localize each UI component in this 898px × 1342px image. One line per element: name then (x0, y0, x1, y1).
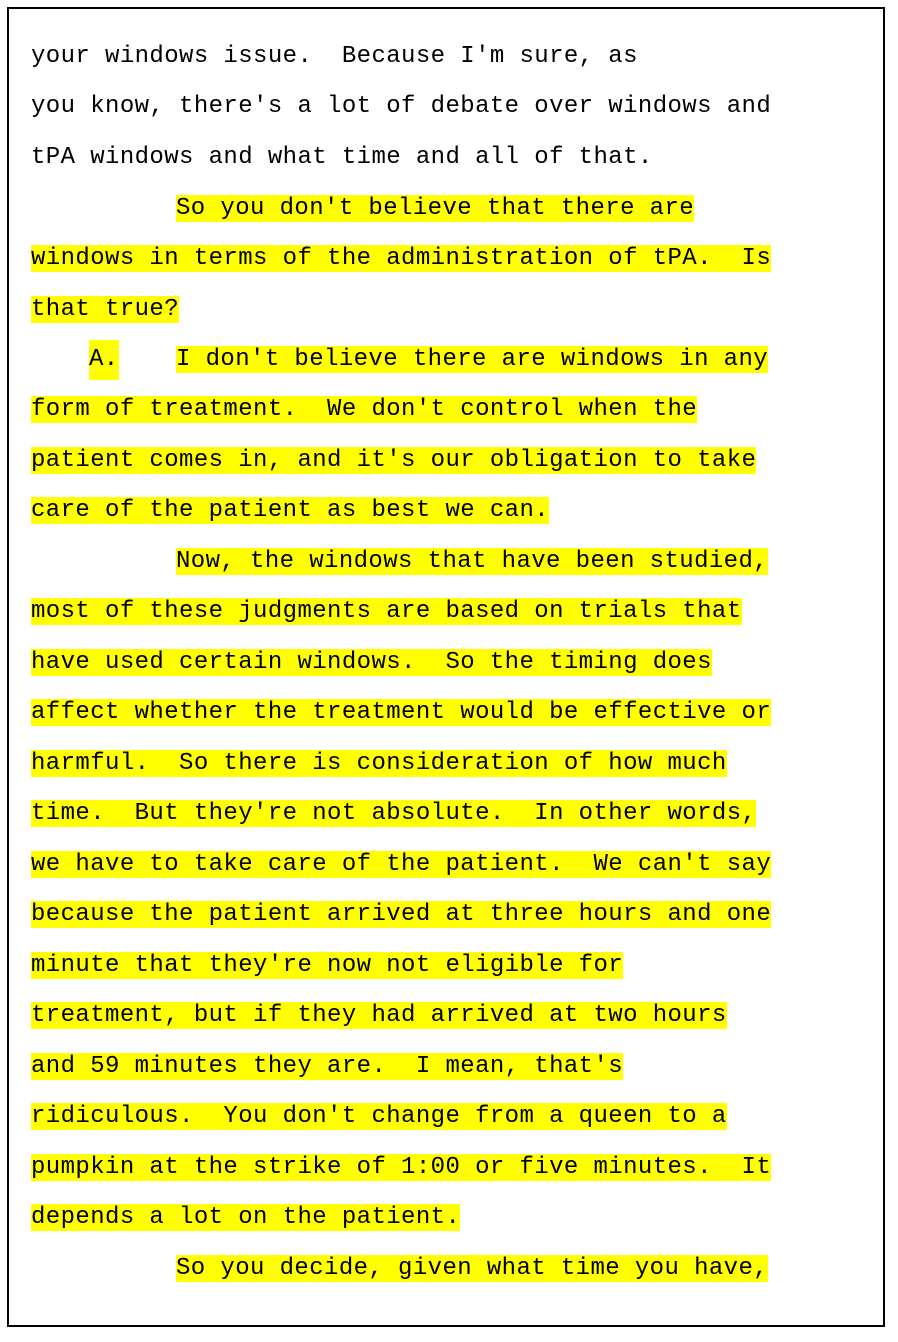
highlighted-text: time. But they're not absolute. In other words, (31, 800, 757, 827)
highlighted-text: minute that they're now not eligible for (31, 952, 624, 979)
highlighted-text: Now, the windows that have been studied, (176, 548, 769, 575)
transcript-line (31, 239, 771, 279)
highlighted-text: So you don't believe that there are (176, 195, 695, 222)
transcript-line (176, 340, 768, 380)
highlighted-text: that true? (31, 296, 180, 323)
transcript-line (31, 744, 727, 784)
transcript-line (176, 1249, 768, 1289)
highlighted-text: care of the patient as best we can. (31, 497, 550, 524)
highlighted-text: patient comes in, and it's our obligation to take (31, 447, 757, 474)
line-text: your windows issue. Because I'm sure, as (31, 43, 638, 70)
highlighted-text: harmful. So there is consideration of how much (31, 750, 727, 777)
transcript-line (31, 592, 742, 632)
highlighted-text: form of treatment. We don't control when the (31, 396, 698, 423)
transcript-line (31, 1198, 460, 1238)
line-text: you know, there's a lot of debate over windows and (31, 93, 772, 120)
highlighted-text: have used certain windows. So the timing does (31, 649, 712, 676)
transcript-line (31, 946, 623, 986)
transcript-line (31, 138, 653, 178)
transcript-line (31, 895, 771, 935)
transcript-line (31, 37, 638, 77)
transcript-line (31, 996, 727, 1036)
transcript-line (31, 491, 549, 531)
highlighted-text: ridiculous. You don't change from a queen to a (31, 1103, 727, 1130)
highlighted-text: and 59 minutes they are. I mean, that's (31, 1053, 624, 1080)
highlighted-text: because the patient arrived at three hours and one (31, 901, 772, 928)
transcript-line (176, 189, 694, 229)
highlighted-text: pumpkin at the strike of 1:00 or five minutes. It (31, 1154, 772, 1181)
transcript-line (31, 1047, 623, 1087)
transcript-line (31, 643, 712, 683)
transcript-line (31, 87, 771, 127)
highlighted-text: most of these judgments are based on trials that (31, 598, 742, 625)
highlighted-text: affect whether the treatment would be effective or (31, 699, 772, 726)
highlighted-text: treatment, but if they had arrived at two hours (31, 1002, 727, 1029)
highlighted-text: depends a lot on the patient. (31, 1204, 461, 1231)
answer-label: A. (89, 340, 119, 380)
highlighted-text: I don't believe there are windows in any (176, 346, 769, 373)
highlighted-text: windows in terms of the administration of tPA. Is (31, 245, 772, 272)
transcript-line (31, 693, 771, 733)
highlighted-text: So you decide, given what time you have, (176, 1255, 769, 1282)
transcript-line (31, 441, 756, 481)
line-text: tPA windows and what time and all of that. (31, 144, 653, 171)
transcript-line (176, 542, 768, 582)
transcript-line (31, 794, 756, 834)
transcript-line (31, 1148, 771, 1188)
highlighted-text: we have to take care of the patient. We can't say (31, 851, 772, 878)
transcript-line (31, 845, 771, 885)
transcript-line (31, 390, 697, 430)
answer-label-line (89, 340, 119, 380)
transcript-line (31, 1097, 727, 1137)
transcript-line (31, 290, 179, 330)
